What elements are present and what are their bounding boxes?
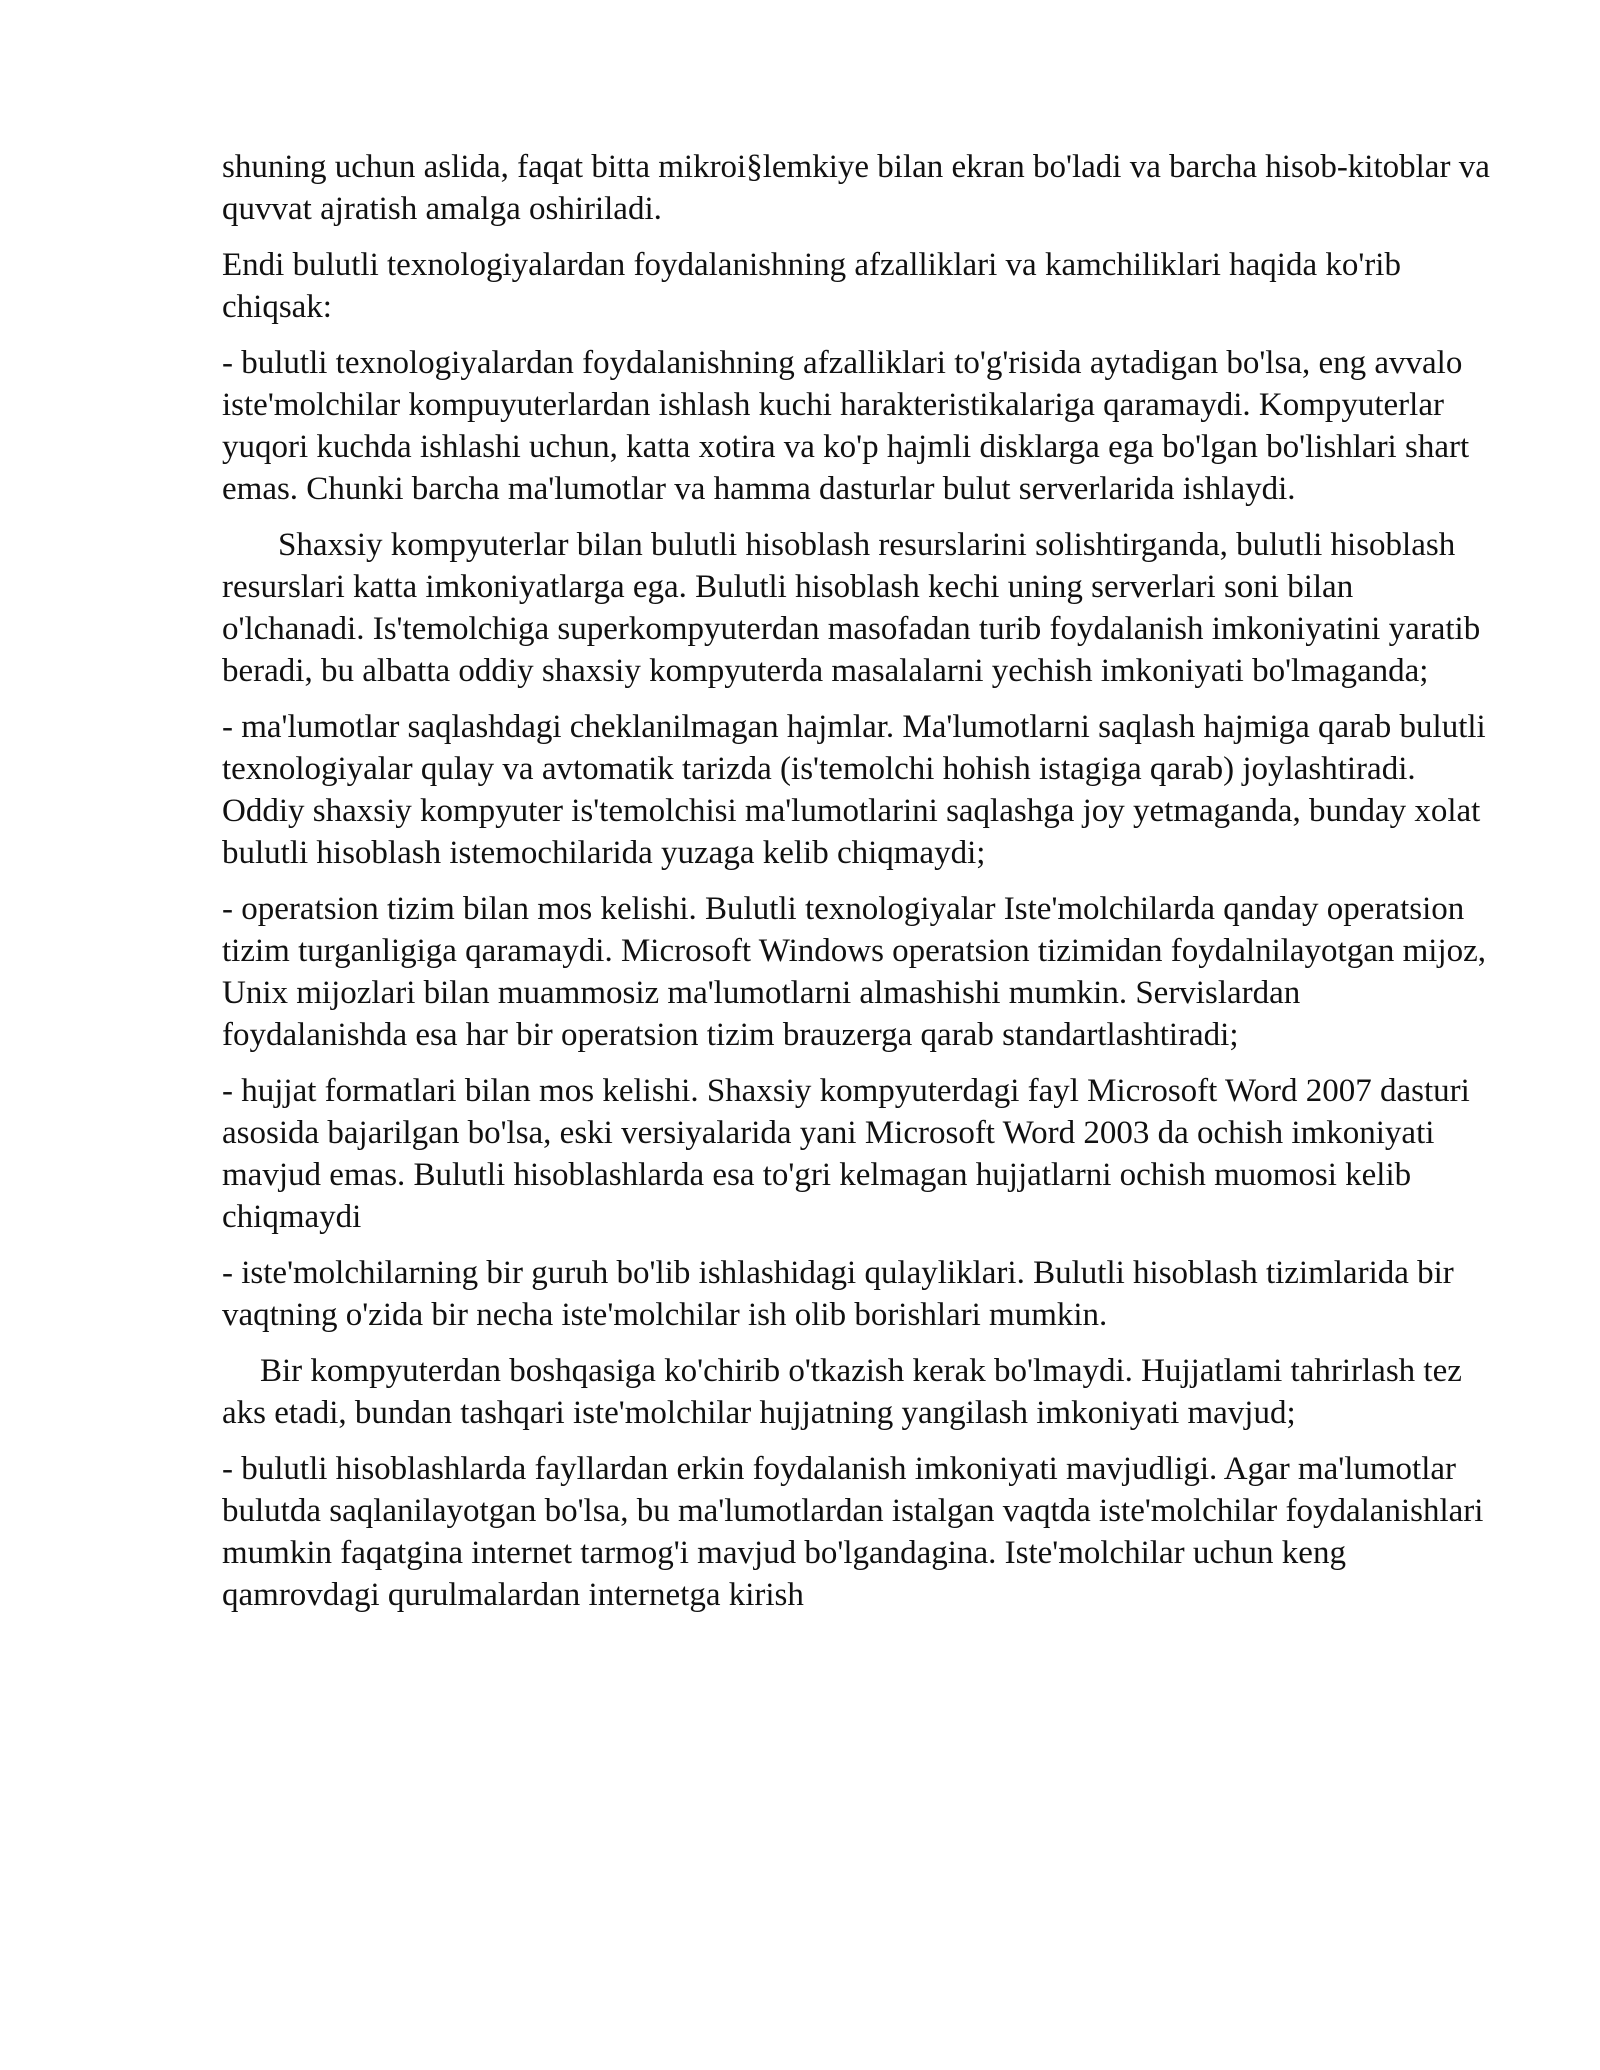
paragraph: Shaxsiy kompyuterlar bilan bulutli hisoblash resurslarini solishtirganda, bulutli hisoblash resurslari katta imkoniyatlarga ega. Bulutli hisoblash kechi uning serverlari soni bilan o'lchanadi. Is'temolchiga superkompyuterdan masofadan turib foydalanish imkoniyatini yaratib beradi, bu albatta oddiy shaxsiy kompyuterda masalalarni yechish imkoniyati bo'lmaganda; <box>222 527 1481 689</box>
paragraph: - hujjat formatlari bilan mos kelishi. Shaxsiy kompyuterdagi fayl Microsoft Word 2007 dasturi asosida bajarilgan bo'lsa, eski versiyalarida yani Microsoft Word 2003 da ochish imkoniyati mavjud emas. Bulutli hisoblashlarda esa to'gri kelmagan hujjatlarni ochish muomosi kelib chiqmaydi <box>222 1073 1470 1235</box>
paragraph: - operatsion tizim bilan mos kelishi. Bulutli texnologiyalar Iste'molchilarda qanday operatsion tizim turganligiga qaramaydi. Microsoft Windows operatsion tizimidan foydalnilayotgan mijoz, Unix mijozlari bilan muammosiz ma'lumotlarni almashishi mumkin. Servislardan foydalanishda esa har bir operatsion tizim brauzerga qarab standartlashtiradi; <box>222 891 1487 1053</box>
paragraph: - ma'lumotlar saqlashdagi cheklanilmagan hajmlar. Ma'lumotlarni saqlash hajmiga qarab bulutli texnologiyalar qulay va avtomatik tarizda (is'temolchi hohish istagiga qarab) joylashtiradi. Oddiy shaxsiy kompyuter is'temolchisi ma'lumotlarini saqlashga joy yetmaganda, bunday xolat bulutli hisoblash istemochilarida yuzaga kelib chiqmaydi; <box>222 709 1486 871</box>
paragraph: Endi bulutli texnologiyalardan foydalanishning afzalliklari va kamchiliklari haqida ko'rib chiqsak: <box>222 247 1401 325</box>
paragraph: - bulutli hisoblashlarda fayllardan erkin foydalanish imkoniyati mavjudligi. Agar ma'lumotlar bulutda saqlanilayotgan bo'lsa, bu ma'lumotlardan istalgan vaqtda iste'molchilar foydalanishlari mumkin faqatgina internet tarmog'i mavjud bo'lgandagina. Iste'molchilar uchun keng qamrovdagi qurulmalardan internetga kirish <box>222 1451 1484 1613</box>
paragraph: Bir kompyuterdan boshqasiga ko'chirib o'tkazish kerak bo'lmaydi. Hujjatlami tahrirlash tez aks etadi, bundan tashqari iste'molchilar hujjatning yangilash imkoniyati mavjud; <box>222 1353 1462 1431</box>
paragraph: - iste'molchilarning bir guruh bo'lib ishlashidagi qulayliklari. Bulutli hisoblash tizimlarida bir vaqtning o'zida bir necha iste'molchilar ish olib borishlari mumkin. <box>222 1255 1454 1333</box>
paragraph: shuning uchun aslida, faqat bitta mikroi§lemkiye bilan ekran bo'ladi va barcha hisob-kitoblar va quvvat ajratish amalga oshiriladi. <box>222 149 1490 227</box>
paragraph: - bulutli texnologiyalardan foydalanishning afzalliklari to'g'risida aytadigan bo'lsa, eng avvalo iste'molchilar kompuyuterlardan ishlash kuchi harakteristikalariga qaramaydi. Kompyuterlar yuqori kuchda ishlashi uchun, katta xotira va ko'p hajmli disklarga ega bo'lgan bo'lishlari shart emas. Chunki barcha ma'lumotlar va hamma dasturlar bulut serverlarida ishlaydi. <box>222 345 1470 507</box>
document-body <box>222 146 1490 1630</box>
